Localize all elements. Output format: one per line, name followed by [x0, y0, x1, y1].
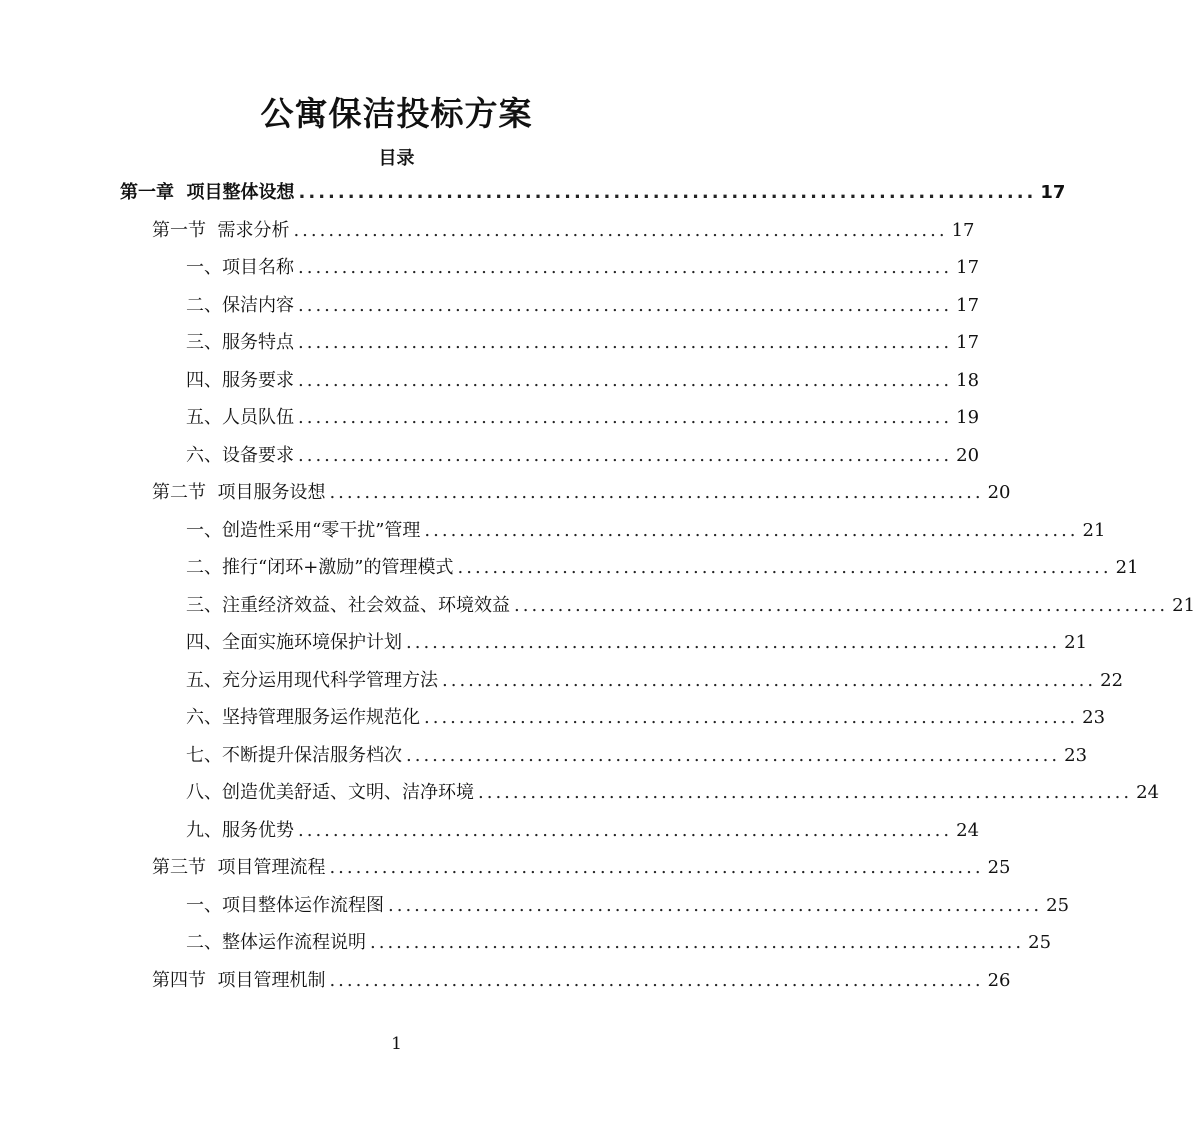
toc-leader-dots: ...........................................................................	[298, 257, 953, 278]
toc-leader-dots: ...........................................................................	[424, 519, 1079, 541]
toc-entry[interactable]	[186, 403, 980, 433]
document-title: 公寓保洁投标方案	[260, 94, 533, 133]
toc-entry-label: 第三节 项目管理流程	[152, 857, 326, 878]
toc-heading: 目录	[378, 148, 415, 169]
toc-leader-dots: ...........................................................................	[442, 669, 1097, 691]
toc-entry-label: 二、保洁内容	[186, 294, 294, 316]
toc-entry-page: 23	[1064, 744, 1088, 766]
toc-entry-label: 三、服务特点	[186, 332, 294, 353]
toc-entry-label: 八、创造优美舒适、文明、洁净环境	[186, 782, 474, 803]
toc-entry-page: 25	[1046, 894, 1070, 916]
toc-leader-dots: ...........................................................................	[514, 594, 1169, 616]
toc-entry-page: 21	[1064, 632, 1088, 653]
toc-entry[interactable]	[186, 366, 980, 396]
toc-entry-page: 17	[1040, 182, 1066, 203]
toc-entry-page: 24	[1136, 782, 1160, 803]
toc-entry-page: 25	[1028, 932, 1052, 953]
toc-entry[interactable]	[186, 516, 1106, 546]
toc-entry-label: 五、人员队伍	[186, 407, 294, 428]
toc-entry[interactable]	[186, 253, 980, 283]
toc-entry[interactable]	[186, 703, 1106, 733]
toc-leader-dots: ...........................................................................	[329, 857, 984, 878]
toc-entry-page: 17	[956, 332, 980, 353]
toc-entry-label: 一、项目整体运作流程图	[186, 894, 384, 916]
toc-leader-dots: ...........................................................................	[298, 332, 953, 353]
toc-entry[interactable]	[152, 853, 1011, 883]
toc-entry-label: 一、项目名称	[186, 257, 294, 278]
toc-entry-page: 23	[1082, 707, 1106, 728]
toc-entry[interactable]	[186, 666, 1124, 696]
toc-entry[interactable]	[186, 816, 980, 846]
toc-leader-dots: ...........................................................................	[457, 557, 1112, 578]
toc-leader-dots: ...........................................................................	[293, 219, 948, 241]
toc-entry[interactable]	[152, 966, 1011, 996]
toc-entry-label: 九、服务优势	[186, 819, 294, 841]
toc-leader-dots: ...........................................................................	[298, 294, 953, 316]
toc-entry-page: 17	[951, 219, 975, 241]
toc-leader-dots: ...........................................................................	[298, 407, 953, 428]
toc-entry-label: 四、全面实施环境保护计划	[186, 632, 402, 653]
toc-entry-page: 24	[956, 819, 980, 841]
toc-entry-page: 18	[956, 369, 980, 391]
toc-entry-label: 第一章 项目整体设想	[120, 182, 295, 203]
page-number: 1	[391, 1034, 402, 1054]
toc-leader-dots: ...........................................................................	[388, 894, 1043, 916]
toc-entry-page: 21	[1115, 557, 1139, 578]
toc-leader-dots: ...........................................................................	[478, 782, 1133, 803]
toc-entry[interactable]	[186, 778, 1160, 808]
toc-entry-page: 20	[956, 444, 980, 466]
toc-leader-dots: ...........................................................................	[406, 744, 1061, 766]
toc-leader-dots: ...........................................................................	[298, 182, 1037, 203]
toc-entry[interactable]	[186, 441, 980, 471]
toc-entry-page: 22	[1100, 669, 1124, 691]
toc-leader-dots: ...........................................................................	[329, 482, 984, 503]
toc-entry-label: 六、坚持管理服务运作规范化	[186, 707, 420, 728]
toc-entry-page: 17	[956, 257, 980, 278]
toc-entry[interactable]	[186, 741, 1088, 771]
toc-entry-label: 七、不断提升保洁服务档次	[186, 744, 402, 766]
toc-leader-dots: ...........................................................................	[298, 444, 953, 466]
toc-entry[interactable]	[186, 628, 1088, 658]
toc-entry-page: 21	[1082, 519, 1106, 541]
toc-entry-page: 20	[987, 482, 1011, 503]
toc-entry-page: 19	[956, 407, 980, 428]
toc-entry[interactable]	[152, 478, 1011, 508]
toc-entry[interactable]	[186, 591, 1195, 621]
toc-entry-label: 六、设备要求	[186, 444, 294, 466]
toc-entry[interactable]	[152, 216, 975, 246]
toc-entry-label: 第二节 项目服务设想	[152, 482, 326, 503]
toc-entry-label: 一、创造性采用“零干扰”管理	[186, 519, 421, 541]
toc-leader-dots: ...........................................................................	[298, 819, 953, 841]
toc-entry-label: 二、整体运作流程说明	[186, 932, 366, 953]
toc-leader-dots: ...........................................................................	[406, 632, 1061, 653]
toc-entry[interactable]	[186, 553, 1139, 583]
toc-entry-page: 21	[1172, 594, 1195, 616]
toc-entry-label: 二、推行“闭环+激励”的管理模式	[186, 557, 454, 578]
toc-leader-dots: ...........................................................................	[298, 369, 953, 391]
toc-leader-dots: ...........................................................................	[424, 707, 1079, 728]
toc-entry-page: 26	[987, 969, 1011, 991]
toc-entry[interactable]	[120, 178, 1066, 208]
toc-entry-label: 第一节 需求分析	[152, 219, 290, 241]
toc-entry[interactable]	[186, 328, 980, 358]
toc-entry-label: 四、服务要求	[186, 369, 294, 391]
toc-entry[interactable]	[186, 291, 980, 321]
toc-entry[interactable]	[186, 891, 1070, 921]
toc-entry-page: 25	[987, 857, 1011, 878]
toc-leader-dots: ...........................................................................	[329, 969, 984, 991]
toc-entry[interactable]	[186, 928, 1052, 958]
toc-entry-page: 17	[956, 294, 980, 316]
toc-entry-label: 第四节 项目管理机制	[152, 969, 326, 991]
toc-leader-dots: ...........................................................................	[370, 932, 1025, 953]
toc-entry-label: 五、充分运用现代科学管理方法	[186, 669, 438, 691]
toc-entry-label: 三、注重经济效益、社会效益、环境效益	[186, 594, 510, 616]
